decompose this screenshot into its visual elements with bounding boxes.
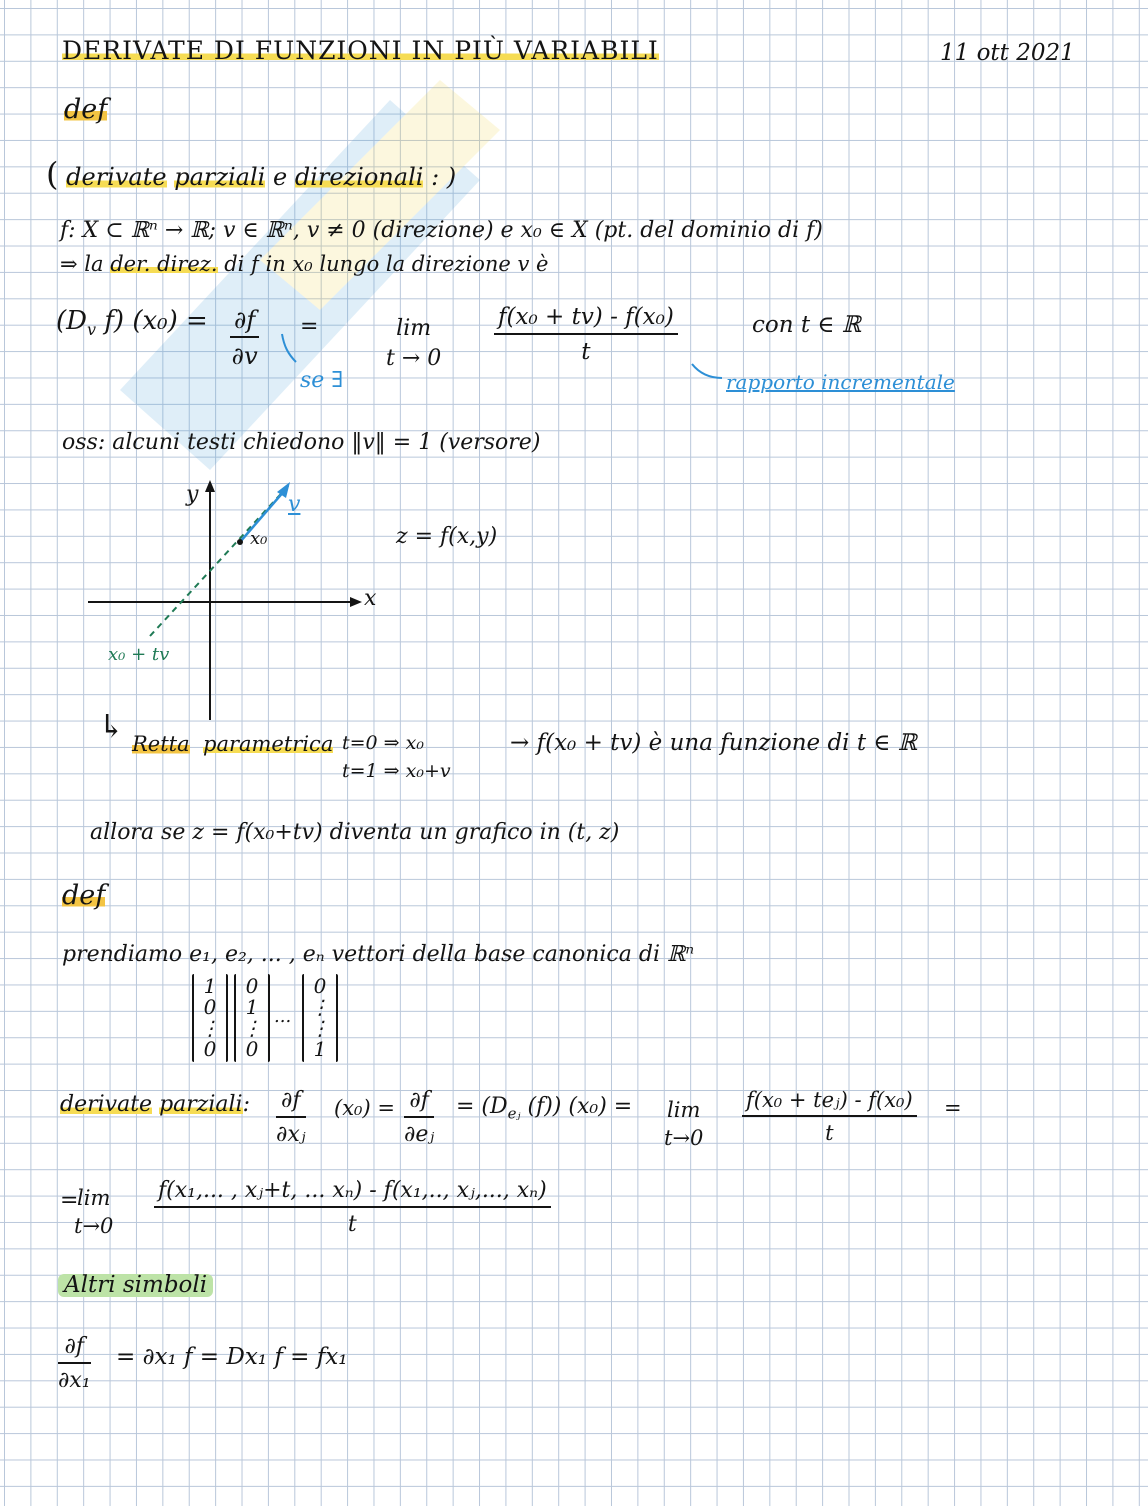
limit-top: lim bbox=[396, 316, 432, 341]
basis-vector-e2-row: 0 bbox=[245, 1037, 259, 1061]
ratio-denominator: t bbox=[581, 339, 591, 365]
note-incremental-ratio: rapporto incrementale bbox=[726, 370, 955, 394]
allora-line: allora se z = f(x₀+tv) diventa un grafico in (t, z) bbox=[90, 820, 620, 845]
basis-vector-e1-row: 1 bbox=[203, 974, 217, 998]
y-axis-arrow bbox=[205, 480, 215, 492]
partial-fraction-xj bbox=[276, 1090, 306, 1146]
retta-arrow-icon: ↳ bbox=[98, 707, 125, 745]
oss-note: oss: alcuni testi chiedono ‖v‖ = 1 (versore) bbox=[62, 430, 541, 455]
prendiamo-line: prendiamo e₁, e₂, ... , eₙ vettori della base canonica di ℝⁿ bbox=[62, 942, 695, 967]
section-heading-def: def bbox=[64, 94, 108, 125]
subtitle-derivate-word: derivate bbox=[66, 163, 167, 191]
retta-conclusion: → f(x₀ + tv) è una funzione di t ∈ ℝ bbox=[510, 730, 917, 756]
fraction-numerator: ∂f bbox=[230, 308, 259, 338]
expansion-limit-bottom: t→0 bbox=[74, 1214, 114, 1239]
partial-label-colon: : bbox=[242, 1092, 251, 1117]
expansion-numerator: f(x₁,... , xⱼ+t, ... xₙ) - f(x₁,.., xⱼ,..., xₙ) bbox=[154, 1180, 551, 1208]
formula-condition: con t ∈ ℝ bbox=[752, 312, 861, 338]
basis-vector-en bbox=[302, 974, 338, 1062]
definition-line-2-post: di f in x₀ lungo la direzione v è bbox=[224, 252, 549, 276]
definition-line-1: f: X ⊂ ℝⁿ → ℝ; v ∈ ℝⁿ, v ≠ 0 (direzione) e x₀ ∈ X (pt. del dominio di f) bbox=[60, 218, 823, 243]
limit-bottom: t → 0 bbox=[386, 345, 442, 371]
formula-equals: = bbox=[300, 314, 319, 339]
retta-word: Retta bbox=[132, 732, 190, 756]
basis-vector-e2-row: ⋮ bbox=[242, 1016, 262, 1040]
retta-label bbox=[132, 734, 333, 755]
page-date: 11 ott 2021 bbox=[940, 40, 1075, 66]
partial-fraction-ej bbox=[404, 1090, 434, 1146]
expansion-limit bbox=[74, 1184, 113, 1241]
directional-derivative-fraction bbox=[230, 308, 259, 368]
basis-vector-e1-row: ⋮ bbox=[200, 1016, 220, 1040]
section-heading-def-2: def bbox=[62, 880, 106, 911]
definition-line-2 bbox=[60, 254, 548, 275]
altri-notation: = ∂x₁ f = Dx₁ f = fx₁ bbox=[116, 1344, 348, 1370]
partial-ratio-den: t bbox=[825, 1121, 834, 1145]
basis-vector-en-row: ⋮ bbox=[310, 995, 330, 1019]
partial-fraction-xj-num: ∂f bbox=[276, 1090, 306, 1118]
partial-label-derivate: derivate bbox=[60, 1092, 153, 1117]
directional-formula-lhs bbox=[56, 308, 208, 338]
retta-t0: t=0 ⇒ x₀ bbox=[342, 732, 424, 754]
basis-vector-e2 bbox=[234, 974, 270, 1062]
basis-vector-en-row: 1 bbox=[313, 1037, 327, 1061]
formula-lhs-d: (D bbox=[56, 306, 87, 336]
partial-ratio-fraction bbox=[742, 1090, 917, 1144]
partial-mid-d: = (D bbox=[456, 1094, 508, 1119]
ratio-numerator: f(x₀ + tv) - f(x₀) bbox=[494, 306, 678, 335]
parametric-point-label: x₀ + tv bbox=[108, 644, 170, 665]
altri-simboli-heading: Altri simboli bbox=[58, 1274, 213, 1297]
fraction-denominator: ∂v bbox=[231, 342, 258, 370]
basis-vector-e1 bbox=[192, 974, 228, 1062]
expansion-denominator: t bbox=[347, 1212, 357, 1237]
parametrica-word: parametrica bbox=[203, 732, 334, 756]
partial-fraction-xj-den: ∂xⱼ bbox=[276, 1122, 306, 1147]
basis-vector-e1-row: 0 bbox=[203, 1037, 217, 1061]
partial-derivatives-label bbox=[60, 1094, 250, 1116]
definition-line-2-pre: ⇒ la bbox=[60, 252, 104, 276]
altri-fraction bbox=[58, 1336, 91, 1392]
altri-fraction-num: ∂f bbox=[58, 1336, 91, 1364]
expansion-limit-top: lim bbox=[77, 1186, 111, 1210]
retta-t1: t=1 ⇒ x₀+v bbox=[342, 760, 451, 782]
x-axis-arrow bbox=[350, 597, 362, 607]
basis-vector-e1-row: 0 bbox=[203, 995, 217, 1019]
expansion-equals: = bbox=[60, 1188, 79, 1213]
partial-ratio-equals: = bbox=[944, 1096, 962, 1120]
note-arrows bbox=[270, 330, 730, 393]
basis-vector-e2-row: 0 bbox=[245, 974, 259, 998]
note-if-exists: se ∃ bbox=[300, 368, 344, 393]
surface-equation: z = f(x,y) bbox=[396, 524, 498, 549]
partial-fraction-ej-num: ∂f bbox=[404, 1090, 434, 1118]
vector-v-label: v bbox=[288, 492, 301, 517]
axis-y-label: y bbox=[186, 482, 199, 507]
definition-line-2-highlight: der. direz. bbox=[110, 252, 218, 276]
basis-vector-en-row: 0 bbox=[313, 974, 327, 998]
point-x0 bbox=[237, 539, 243, 545]
expansion-fraction bbox=[154, 1180, 551, 1236]
partial-label-parziali: parziali bbox=[159, 1092, 243, 1117]
subtitle-open: ( bbox=[46, 155, 59, 193]
partial-limit bbox=[664, 1096, 703, 1153]
page-title: DERIVATE DI FUNZIONI IN PIÙ VARIABILI bbox=[62, 36, 659, 65]
subtitle-parziali-word: parziali bbox=[174, 163, 266, 191]
basis-vector-en-row: ⋮ bbox=[310, 1016, 330, 1040]
subtitle-derivate bbox=[46, 155, 457, 193]
partial-ratio-num: f(x₀ + teⱼ) - f(x₀) bbox=[742, 1090, 917, 1117]
point-x0-label: x₀ bbox=[250, 528, 268, 549]
altri-fraction-den: ∂x₁ bbox=[58, 1368, 91, 1393]
partial-fraction-ej-den: ∂eⱼ bbox=[404, 1122, 435, 1147]
formula-lhs-rest: f) (x₀) = bbox=[104, 306, 208, 336]
basis-vector-dots: ... bbox=[274, 1006, 292, 1027]
axis-x-label: x bbox=[364, 586, 377, 611]
partial-mid bbox=[456, 1096, 632, 1121]
partial-limit-bottom: t→0 bbox=[664, 1126, 704, 1151]
subtitle-close: : ) bbox=[431, 163, 457, 191]
partial-mid-sub: eⱼ bbox=[507, 1104, 521, 1123]
basis-vector-e2-row: 1 bbox=[245, 995, 259, 1019]
partial-limit-top: lim bbox=[667, 1098, 701, 1122]
subtitle-e-word: e bbox=[272, 163, 288, 191]
subtitle-direzionali-word: direzionali bbox=[294, 163, 424, 191]
partial-x0: (x₀) = bbox=[334, 1096, 395, 1120]
formula-lhs-sub: v bbox=[87, 320, 97, 340]
partial-mid-rest: (f)) (x₀) = bbox=[527, 1094, 633, 1119]
